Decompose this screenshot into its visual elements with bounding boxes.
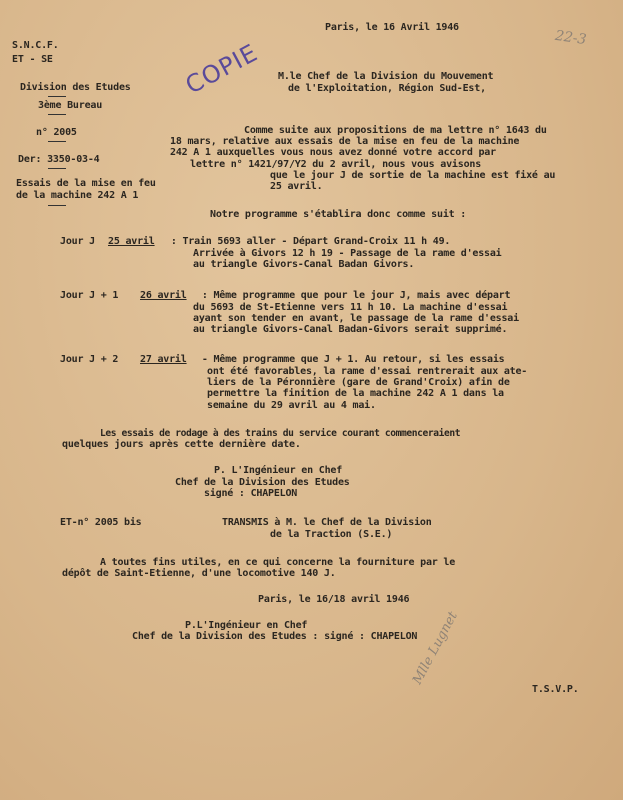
date-line: Paris, le 16 Avril 1946: [325, 22, 459, 33]
schedule-line: - Même programme que J + 1. Au retour, si les essais: [196, 354, 505, 365]
divider: [48, 205, 66, 206]
letter-number: n° 2005: [36, 127, 77, 138]
schedule-line: ayant son tender en avant, le passage de la rame d'essai: [193, 313, 519, 324]
paragraph-line: dépôt de Saint-Etienne, d'une locomotive 140 J.: [62, 568, 336, 579]
date-line: Paris, le 16/18 avril 1946: [258, 594, 410, 605]
schedule-day-date: 27 avril: [140, 354, 187, 365]
pencil-mark: 22-3: [554, 27, 588, 49]
schedule-line: ont été favorables, la rame d'essai rentrerait aux ate-: [207, 366, 528, 377]
schedule-line: au triangle Givors-Canal Badan Givors.: [193, 259, 415, 270]
tsvp-mark: T.S.V.P.: [532, 684, 579, 695]
divider: [48, 96, 66, 97]
der-reference: Der: 3350-03-4: [18, 154, 100, 165]
paragraph-line: Comme suite aux propositions de ma lettre n° 1643 du: [244, 125, 547, 136]
signature-line: signé : CHAPELON: [204, 488, 298, 499]
paragraph-line: lettre n° 1421/97/Y2 du 2 avril, nous vous avisons: [190, 159, 482, 170]
transmission-line: de la Traction (S.E.): [270, 529, 393, 540]
divider: [48, 114, 66, 115]
schedule-line: Arrivée à Givors 12 h 19 - Passage de la rame d'essai: [193, 248, 502, 259]
schedule-line: permettre la finition de la machine 242 A 1 dans la: [207, 388, 504, 399]
schedule-line: au triangle Givors-Canal Badan-Givors serait supprimé.: [193, 324, 508, 335]
transmission-line: TRANSMIS à M. le Chef de la Division: [222, 517, 432, 528]
subject-line: Essais de la mise en feu: [16, 178, 156, 189]
subject-line: de la machine 242 A 1: [16, 190, 139, 201]
paragraph-line: Notre programme s'établira donc comme suit :: [210, 209, 467, 220]
schedule-line: semaine du 29 avril au 4 mai.: [207, 400, 376, 411]
bureau-name: 3ème Bureau: [38, 100, 103, 111]
paragraph-line: A toutes fins utiles, en ce qui concerne la fourniture par le: [100, 557, 456, 568]
reference-bis: ET-n° 2005 bis: [60, 517, 142, 528]
divider: [48, 168, 66, 169]
paragraph-line: Les essais de rodage à des trains du service courant commenceraient: [100, 428, 461, 439]
division-name: Division des Etudes: [20, 82, 131, 93]
paragraph-line: 242 A 1 auxquelles vous nous avez donné votre accord par: [170, 147, 496, 158]
org-name: S.N.C.F.: [12, 40, 59, 51]
schedule-day-date: 26 avril: [140, 290, 187, 301]
paragraph-line: quelques jours après cette dernière date.: [62, 439, 301, 450]
recipient-line: M.le Chef de la Division du Mouvement: [278, 71, 494, 82]
pencil-note: Mlle Lugnet: [410, 609, 461, 688]
signature-line: Chef de la Division des Etudes : signé : CHAPELON: [132, 631, 418, 642]
signature-line: P.L'Ingénieur en Chef: [185, 620, 308, 631]
paragraph-line: 25 avril.: [270, 181, 323, 192]
recipient-line: de l'Exploitation, Région Sud-Est,: [288, 83, 486, 94]
schedule-day-label: Jour J + 1: [60, 290, 119, 301]
schedule-day-date: 25 avril: [108, 236, 155, 247]
schedule-line: du 5693 de St-Etienne vers 11 h 10. La machine d'essai: [193, 302, 508, 313]
reference-code: ET - SE: [12, 54, 53, 65]
schedule-line: : Train 5693 aller - Départ Grand-Croix 11 h 49.: [165, 236, 451, 247]
signature-line: P. L'Ingénieur en Chef: [214, 465, 343, 476]
signature-line: Chef de la Division des Etudes: [175, 477, 350, 488]
schedule-line: : Même programme que pour le jour J, mais avec départ: [196, 290, 511, 301]
copie-stamp: COPIE: [180, 38, 263, 100]
divider: [48, 141, 66, 142]
schedule-line: liers de la Péronnière (gare de Grand'Croix) afin de: [207, 377, 510, 388]
schedule-day-label: Jour J + 2: [60, 354, 119, 365]
schedule-day-label: Jour J: [60, 236, 95, 247]
paragraph-line: 18 mars, relative aux essais de la mise en feu de la machine: [170, 136, 520, 147]
paragraph-line: que le jour J de sortie de la machine est fixé au: [270, 170, 556, 181]
